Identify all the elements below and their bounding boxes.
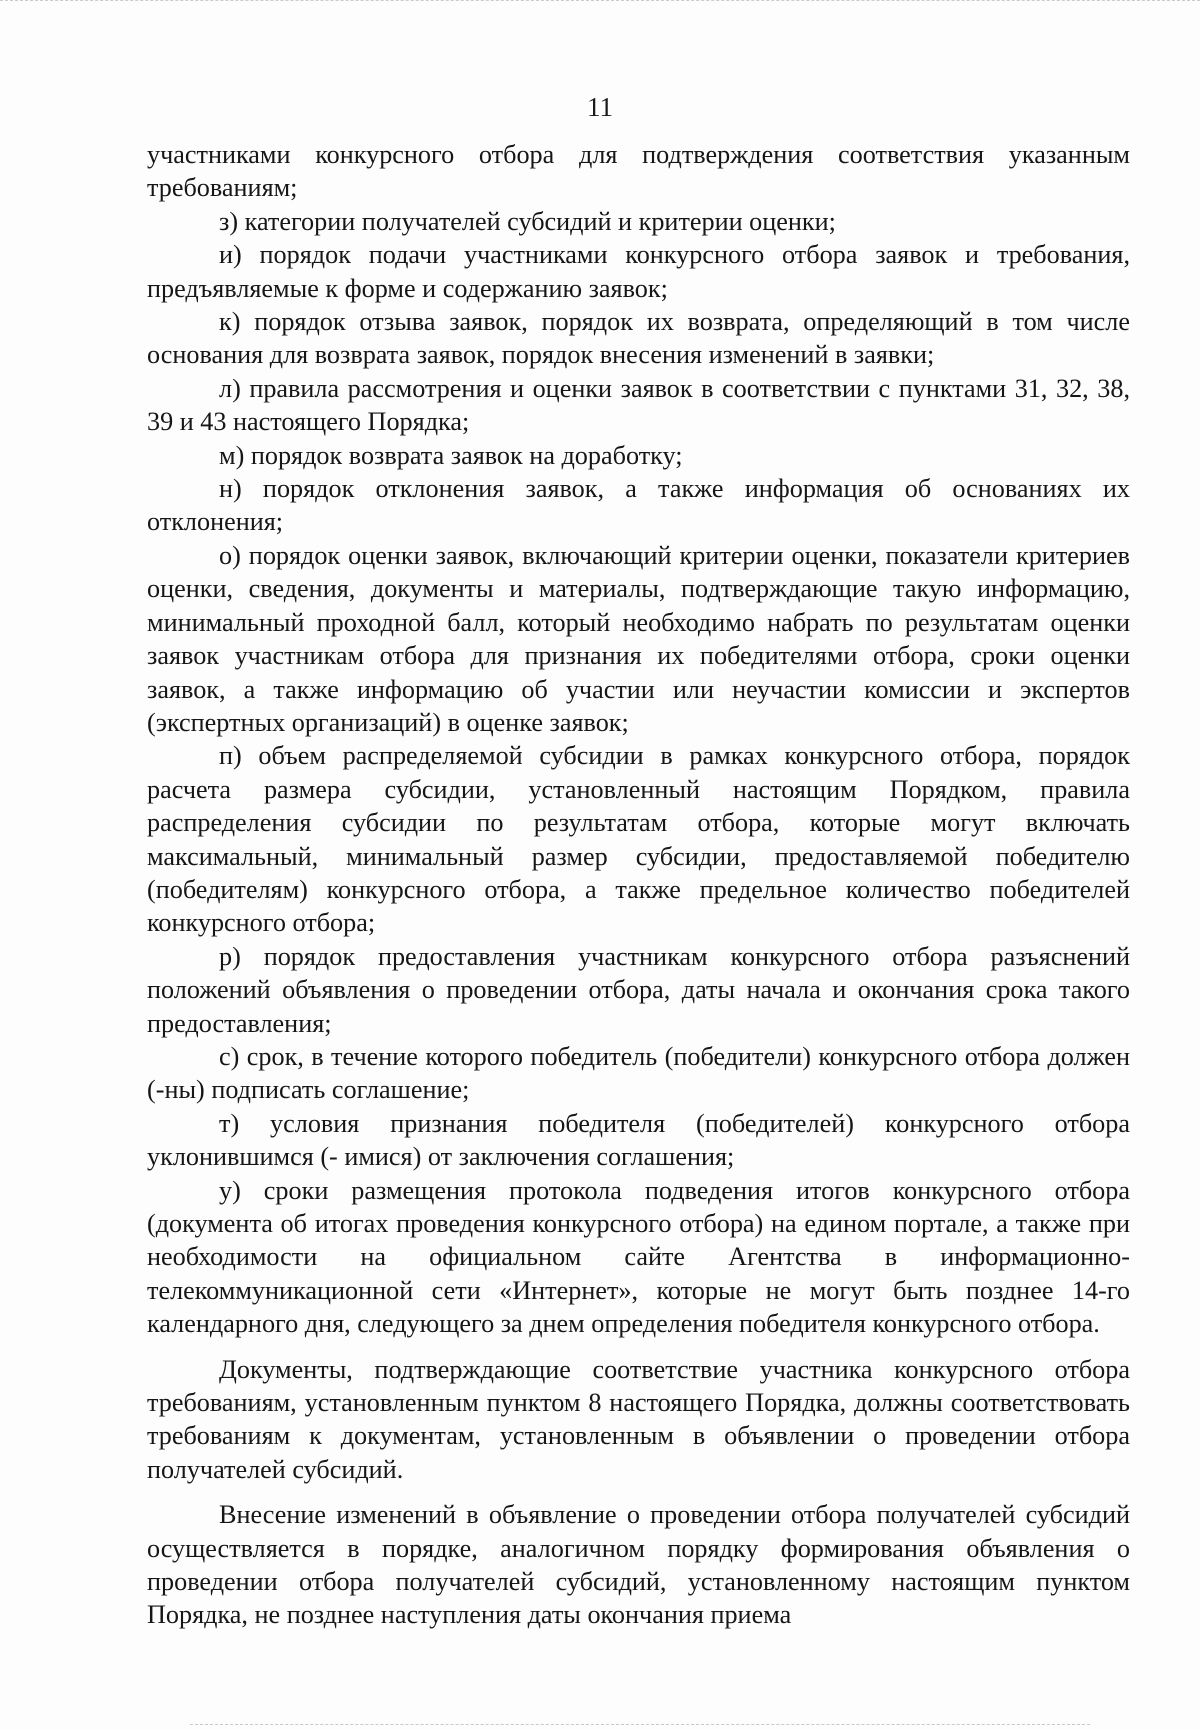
list-item-p: п) объем распределяемой субсидии в рамках конкурсного отбора, порядок расчета размера субсидии, установленный настоящим Порядком, правила распределения субсидии по результатам отбора, которые могут включать максимальный, минимальный размер субсидии, предоставляемой победителю (победителям) конкурсного отбора, а также предельное количество победителей конкурсного отбора; xyxy=(147,741,1130,938)
list-item-n: н) порядок отклонения заявок, а также информация об основаниях их отклонения; xyxy=(147,474,1130,537)
list-item-i: и) порядок подачи участниками конкурсного отбора заявок и требования, предъявляемые к форме и содержанию заявок; xyxy=(147,240,1130,303)
list-item-s: с) срок, в течение которого победитель (победители) конкурсного отбора должен (-ны) подписать соглашение; xyxy=(147,1041,1130,1105)
page-number: 11 xyxy=(587,92,613,122)
paragraph-amendments: Внесение изменений в объявление о проведении отбора получателей субсидий осуществляется в порядке, аналогичном порядку формирования объявления о проведении отбора получателей субсидий, установленному настоящим пунктом Порядка, не позднее наступления даты окончания приема xyxy=(147,1500,1130,1630)
document-body xyxy=(147,138,1130,1632)
list-item-r: р) порядок предоставления участникам конкурсного отбора разъяснений положений объявления о проведении отбора, даты начала и окончания срока такого предоставления; xyxy=(147,941,1130,1038)
scan-edge-bottom xyxy=(190,1724,1090,1725)
paragraph-documents: Документы, подтверждающие соответствие участника конкурсного отбора требованиям, установленным пунктом 8 настоящего Порядка, должны соответствовать требованиям к документам, установленным в объявлении о проведении отбора получателей субсидий. xyxy=(147,1354,1130,1484)
list-item-z: з) категории получателей субсидий и критерии оценки; xyxy=(219,206,836,236)
list-item-o: о) порядок оценки заявок, включающий критерии оценки, показатели критериев оценки, сведения, документы и материалы, подтверждающие такую информацию, минимальный проходной балл, который необходимо набрать по результатам оценки заявок участникам отбора для признания их победителями отбора, сроки оценки заявок, а также информацию об участии или неучастии комиссии и экспертов (экспертных организаций) в оценке заявок; xyxy=(147,540,1130,737)
list-item-t: т) условия признания победителя (победителей) конкурсного отбора уклонившимся (- имися) от заключения соглашения; xyxy=(147,1108,1130,1172)
list-item-l: л) правила рассмотрения и оценки заявок в соответствии с пунктами 31, 32, 38, 39 и 43 настоящего Порядка; xyxy=(147,373,1130,437)
list-item-m: м) порядок возврата заявок на доработку; xyxy=(219,440,683,470)
scan-edge-top xyxy=(0,0,1200,4)
paragraph-continuation: участниками конкурсного отбора для подтверждения соответствия указанным требованиям; xyxy=(147,140,1130,203)
list-item-u: у) сроки размещения протокола подведения итогов конкурсного отбора (документа об итогах проведения конкурсного отбора) на едином портале, а также при необходимости на официальном сайте Агентства в информационно-телекоммуникационной сети «Интернет», которые не могут быть позднее 14-го календарного дня, следующего за днем определения победителя конкурсного отбора. xyxy=(147,1175,1130,1339)
list-item-k: к) порядок отзыва заявок, порядок их возврата, определяющий в том числе основания для возврата заявок, порядок внесения изменений в заявки; xyxy=(147,307,1130,370)
